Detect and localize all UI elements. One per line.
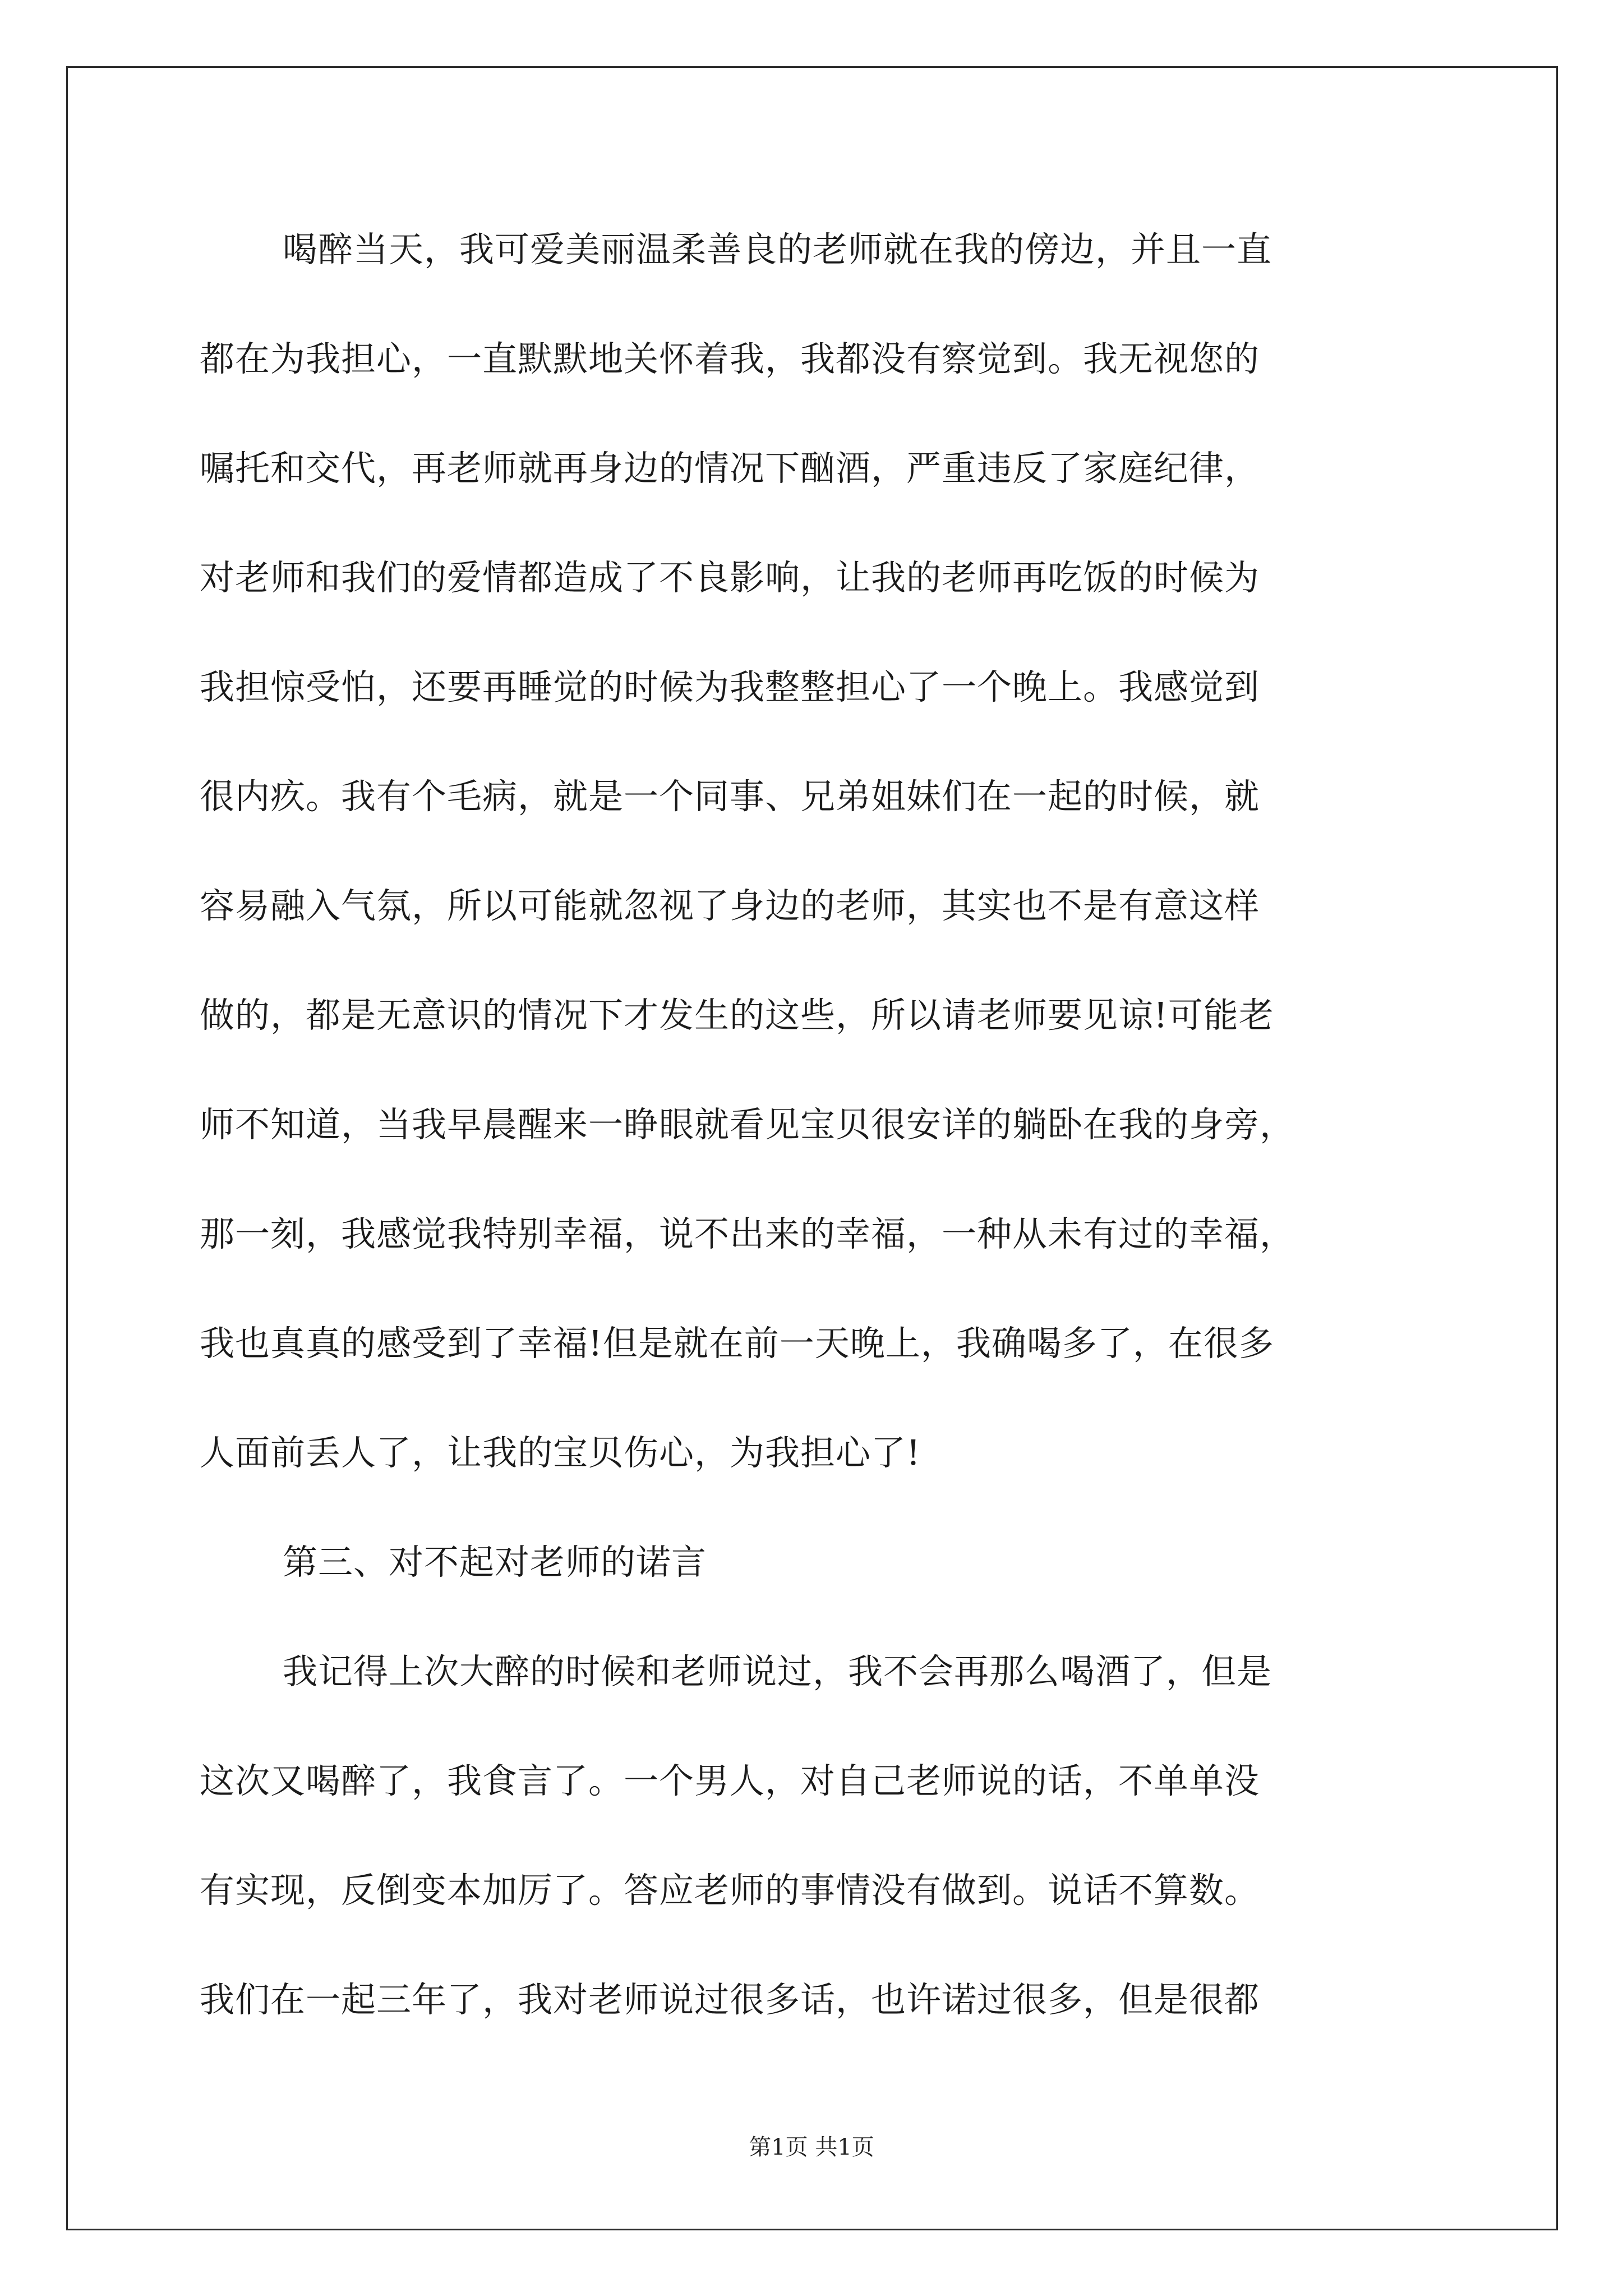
paragraph-line: 对老师和我们的爱情都造成了不良影响，让我的老师再吃饭的时候为 xyxy=(200,557,1260,598)
paragraph-line: 都在为我担心，一直默默地关怀着我，我都没有察觉到。我无视您的 xyxy=(200,338,1260,379)
section-heading: 第三、对不起对老师的诺言 xyxy=(283,1542,707,1582)
paragraph-line: 我们在一起三年了，我对老师说过很多话，也许诺过很多，但是很都 xyxy=(200,1979,1260,2020)
paragraph-line: 做的，都是无意识的情况下才发生的这些，所以请老师要见谅!可能老 xyxy=(200,995,1274,1036)
paragraph-line: 很内疚。我有个毛病，就是一个同事、兄弟姐妹们在一起的时候，就 xyxy=(200,776,1260,817)
paragraph-line: 那一刻，我感觉我特别幸福，说不出来的幸福，一种从未有过的幸福， xyxy=(200,1213,1295,1254)
page-number-footer: 第1页 共1页 xyxy=(749,2134,874,2160)
paragraph-line: 这次又喝醉了，我食言了。一个男人，对自己老师说的话，不单单没 xyxy=(200,1760,1260,1801)
paragraph-line: 师不知道，当我早晨醒来一睁眼就看见宝贝很安详的躺卧在我的身旁， xyxy=(200,1104,1295,1145)
paragraph-line: 喝醉当天，我可爱美丽温柔善良的老师就在我的傍边，并且一直 xyxy=(283,229,1272,270)
paragraph-line: 容易融入气氛，所以可能就忽视了身边的老师，其实也不是有意这样 xyxy=(200,885,1260,926)
paragraph-line: 有实现，反倒变本加厉了。答应老师的事情没有做到。说话不算数。 xyxy=(200,1870,1260,1911)
paragraph-line: 人面前丢人了，让我的宝贝伤心，为我担心了! xyxy=(200,1432,921,1473)
paragraph-line: 我记得上次大醉的时候和老师说过，我不会再那么喝酒了，但是 xyxy=(283,1651,1272,1692)
paragraph-line: 我也真真的感受到了幸福!但是就在前一天晚上，我确喝多了，在很多 xyxy=(200,1323,1274,1364)
paragraph-line: 嘱托和交代，再老师就再身边的情况下酗酒，严重违反了家庭纪律， xyxy=(200,448,1260,489)
paragraph-line: 我担惊受怕，还要再睡觉的时候为我整整担心了一个晚上。我感觉到 xyxy=(200,666,1260,707)
